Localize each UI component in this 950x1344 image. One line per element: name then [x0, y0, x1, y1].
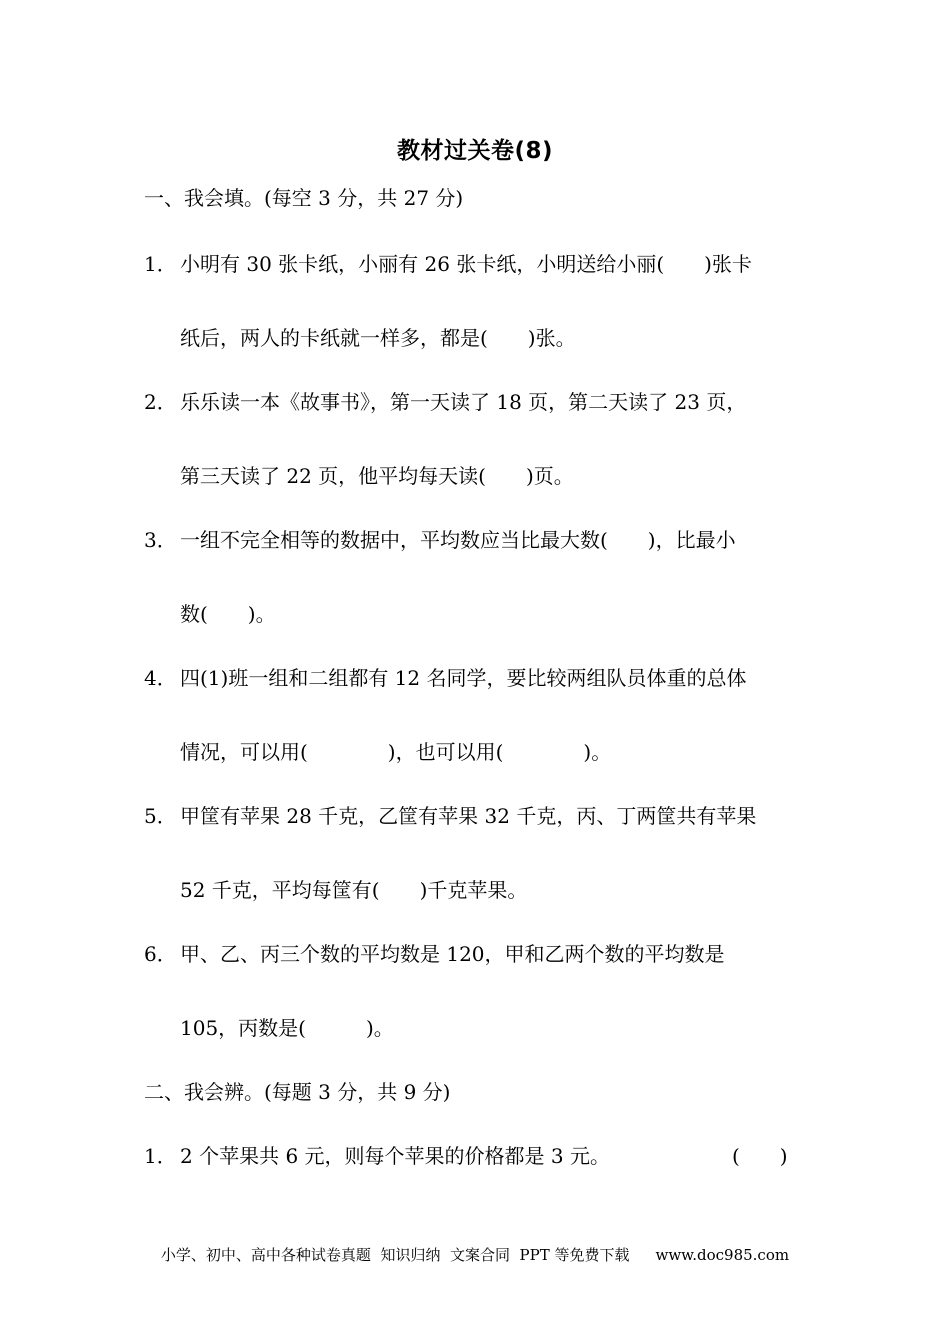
question-number: 1．: [144, 252, 177, 276]
question-text: 四(1)班一组和二组都有 12 名同学，要比较两组队员体重的总体: [180, 666, 747, 690]
question-1: [144, 250, 752, 278]
question-text: 小明有 30 张卡纸，小丽有 26 张卡纸，小明送给小丽( )张卡: [180, 252, 752, 276]
question-3-continuation: 数( )。: [180, 602, 276, 626]
question-text: 甲、乙、丙三个数的平均数是 120，甲和乙两个数的平均数是: [180, 942, 725, 966]
judge-question-1: [144, 1142, 610, 1170]
answer-bracket[interactable]: ( ): [732, 1144, 788, 1168]
question-4-continuation: 情况，可以用( )，也可以用( )。: [180, 740, 612, 764]
question-number: 1．: [144, 1144, 177, 1168]
question-number: 4．: [144, 666, 177, 690]
question-2: [144, 388, 746, 416]
question-5-continuation: 52 千克，平均每筐有( )千克苹果。: [180, 878, 528, 902]
question-text: 乐乐读一本《故事书》，第一天读了 18 页，第二天读了 23 页，: [180, 390, 747, 414]
question-3: [144, 526, 736, 554]
question-number: 6．: [144, 942, 177, 966]
question-number: 3．: [144, 528, 177, 552]
page-title: 教材过关卷(8): [396, 138, 554, 164]
page-footer: [0, 1244, 950, 1266]
section-heading-fill: 一、我会填。(每空 3 分，共 27 分): [144, 186, 464, 210]
footer-site-link[interactable]: www.doc985.com: [655, 1246, 790, 1264]
question-text: 一组不完全相等的数据中，平均数应当比最大数( )，比最小: [180, 528, 736, 552]
question-5: [144, 802, 756, 830]
footer-text: 小学、初中、高中各种试卷真题 知识归纳 文案合同 PPT 等免费下载: [160, 1246, 630, 1264]
question-number: 5．: [144, 804, 177, 828]
question-text: 2 个苹果共 6 元，则每个苹果的价格都是 3 元。: [180, 1144, 610, 1168]
question-6: [144, 940, 725, 968]
question-text: 甲筐有苹果 28 千克，乙筐有苹果 32 千克，丙、丁两筐共有苹果: [180, 804, 757, 828]
question-1-continuation: 纸后，两人的卡纸就一样多，都是( )张。: [180, 326, 576, 350]
question-2-continuation: 第三天读了 22 页，他平均每天读( )页。: [180, 464, 574, 488]
question-number: 2．: [144, 390, 177, 414]
question-6-continuation: 105，丙数是( )。: [180, 1016, 394, 1040]
section-heading-judge: 二、我会辨。(每题 3 分，共 9 分): [144, 1080, 451, 1104]
question-4: [144, 664, 747, 692]
